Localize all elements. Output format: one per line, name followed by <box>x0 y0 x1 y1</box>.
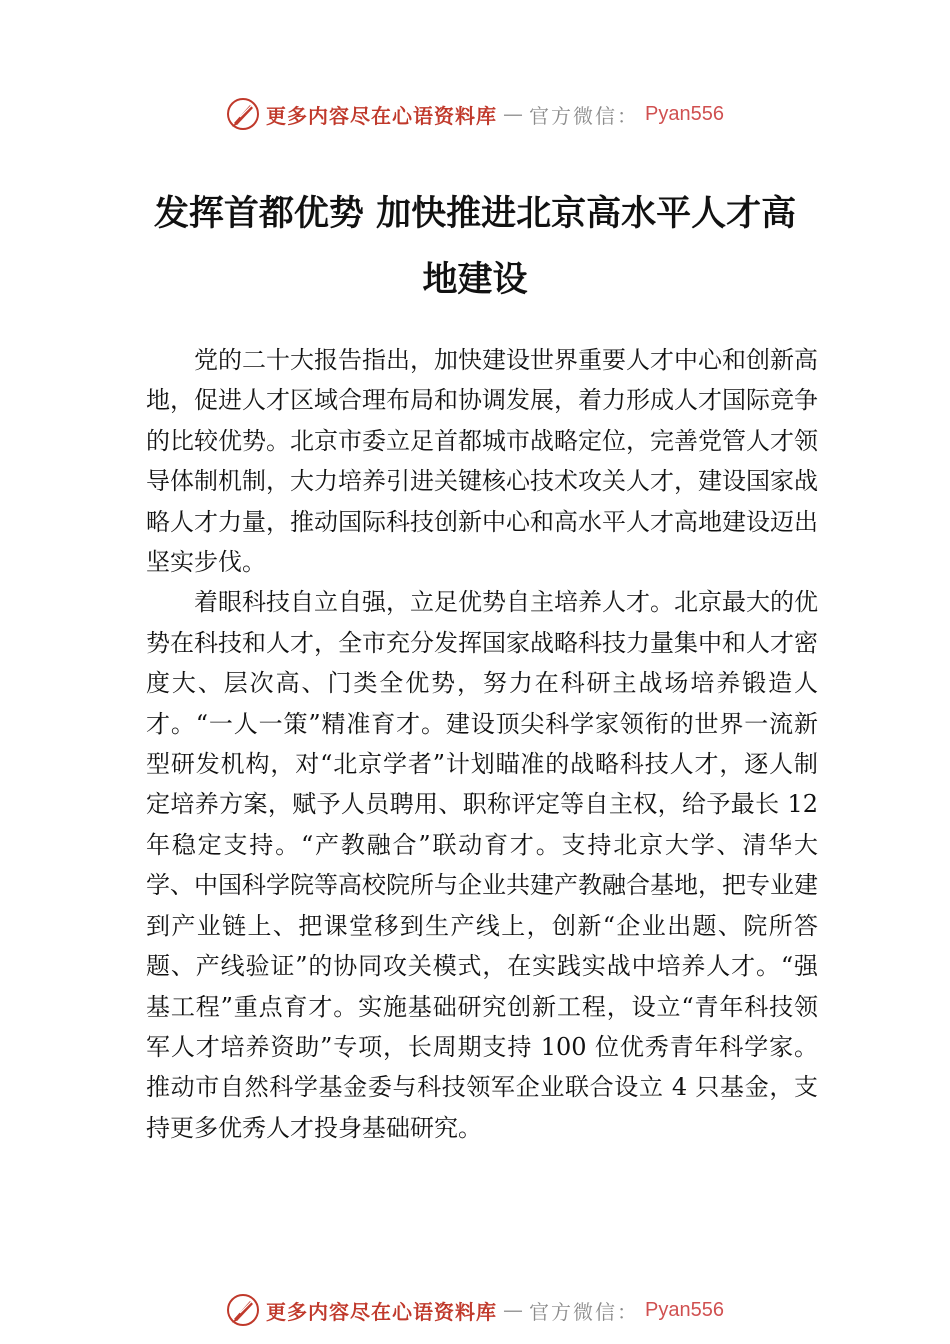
quill-pen-icon <box>226 1293 260 1327</box>
paragraph: 党的二十大报告指出，加快建设世界重要人才中心和创新高地，促进人才区域合理布局和协调发展，着力形成人才国际竞争的比较优势。北京市委立足首都城市战略定位，完善党管人才领导体制机制，大力培养引进关键核心技术攻关人才，建设国家战略人才力量，推动国际科技创新中心和高水平人才高地建设迈出坚实步伐。 <box>146 346 818 577</box>
watermark-wechat-label: 官方微信： <box>529 103 640 128</box>
document-title-line-1: 发挥首都优势 加快推进北京高水平人才高 <box>153 193 797 234</box>
watermark-wechat-id: Pyan556 <box>645 102 724 125</box>
watermark-brand: 更多内容尽在心语资料库 <box>266 103 498 128</box>
watermark-brand: 更多内容尽在心语资料库 <box>266 1299 498 1324</box>
watermark-separator: — <box>503 102 524 126</box>
watermark-header <box>0 92 950 136</box>
watermark-wechat-label: 官方微信： <box>529 1299 640 1324</box>
watermark-separator: — <box>503 1298 524 1322</box>
document-body <box>146 340 818 1148</box>
watermark-wechat-id: Pyan556 <box>645 1298 724 1321</box>
paragraph: 着眼科技自立自强，立足优势自主培养人才。北京最大的优势在科技和人才，全市充分发挥国家战略科技力量集中和人才密度大、层次高、门类全优势，努力在科研主战场培养锻造人才。“一人一策”精准育才。建设顶尖科学家领衔的世界一流新型研发机构，对“北京学者”计划瞄准的战略科技人才，逐人制定培养方案，赋予人员聘用、职称评定等自主权，给予最长 12 年稳定支持。“产教融合”联动育才。支持北京大学、清华大学、中国科学院等高校院所与企业共建产教融合基地，把专业建到产业链上、把课堂移到生产线上，创新“企业出题、院所答题、产线验证”的协同攻关模式，在实践实战中培养人才。“强基工程”重点育才。实施基础研究创新工程，设立“青年科技领军人才培养资助”专项，长周期支持 100 位优秀青年科学家。推动市自然科学基金委与科技领军企业联合设立 4 只基金，支持更多优秀人才投身基础研究。 <box>146 588 818 1142</box>
quill-pen-icon <box>226 97 260 131</box>
document-title-line-2: 地建设 <box>422 259 528 300</box>
watermark-footer <box>0 1288 950 1332</box>
